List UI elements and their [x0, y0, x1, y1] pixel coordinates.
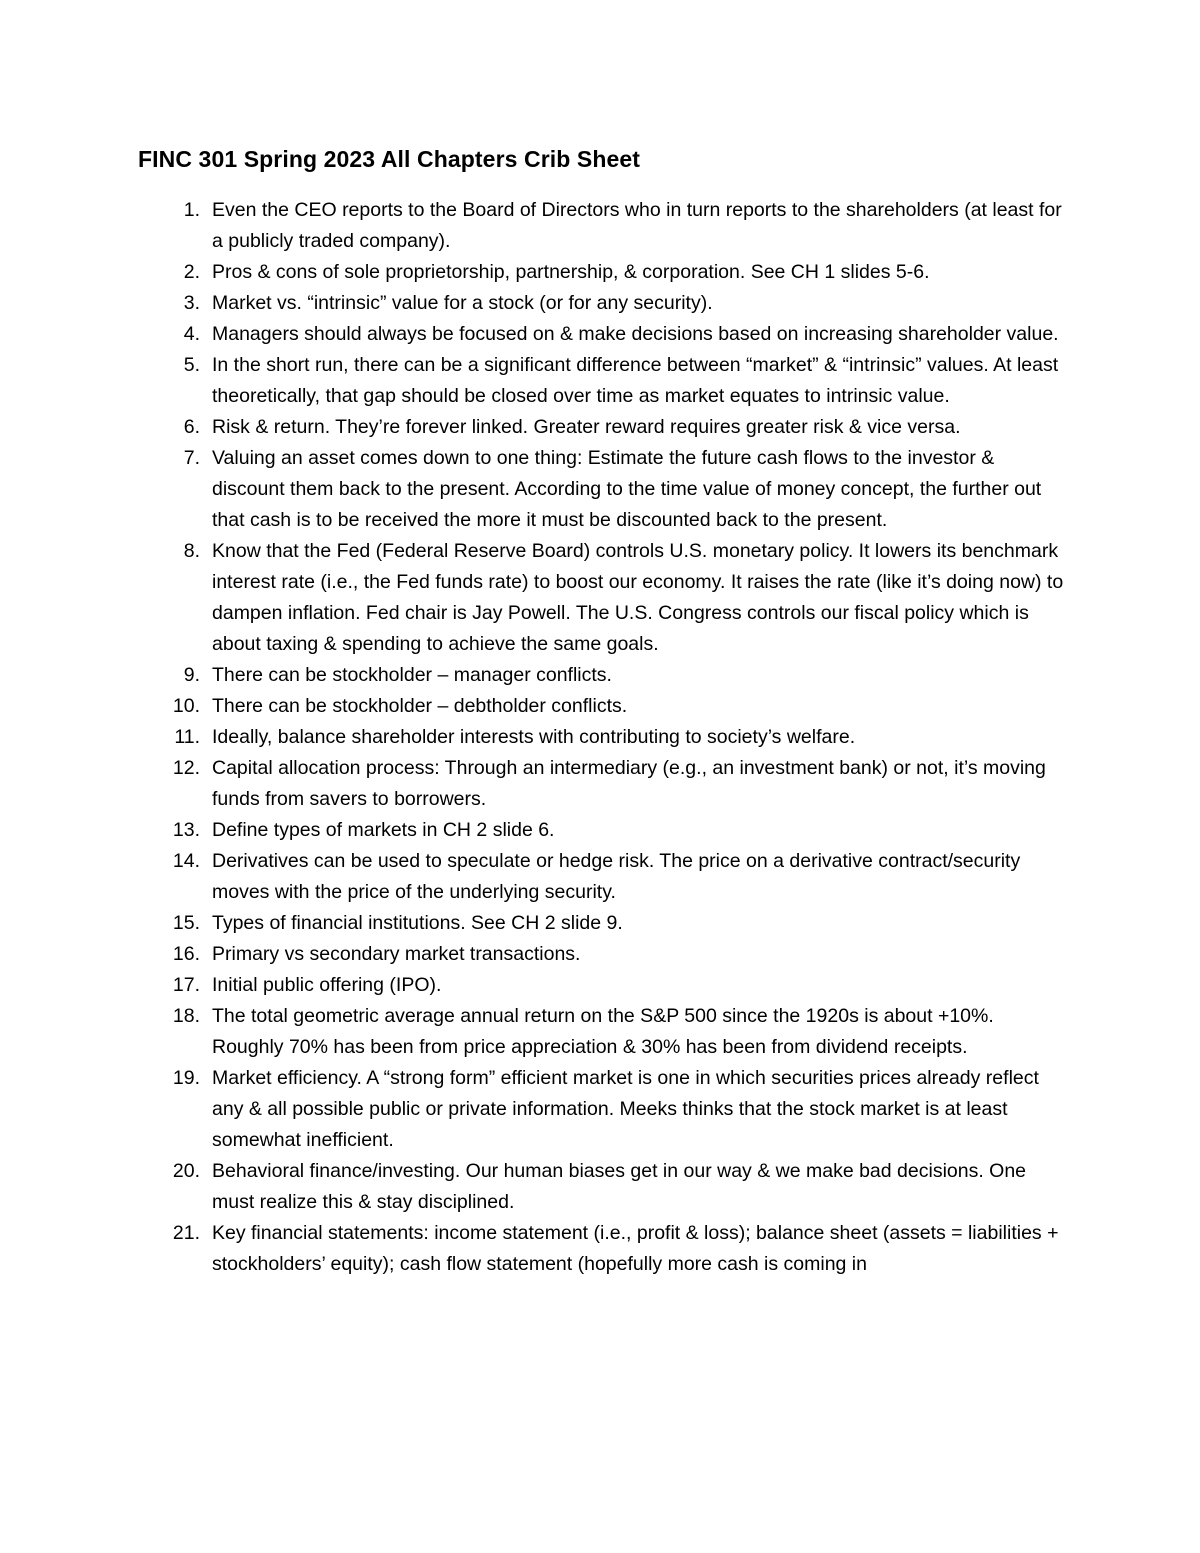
list-item: [138, 319, 1068, 350]
item-number: 19.: [172, 1067, 200, 1089]
item-number: 1.: [183, 199, 200, 221]
item-text: Market efficiency. A “strong form” efficient market is one in which securities prices already reflect any & all possible public or private information. Meeks thinks that the stock market is at least somewhat inefficient.: [212, 1067, 1039, 1151]
item-number: 3.: [183, 292, 200, 314]
item-text: Pros & cons of sole proprietorship, partnership, & corporation. See CH 1 slides 5-6.: [212, 261, 930, 283]
list-item: [138, 970, 1068, 1001]
item-number: 9.: [183, 664, 200, 686]
item-text: Valuing an asset comes down to one thing: Estimate the future cash flows to the investor & discount them back to the present. According to the time value of money concept, the further out that cash is to be received the more it must be discounted back to the present.: [212, 447, 1042, 531]
item-number: 14.: [172, 850, 200, 872]
list-item: [138, 1001, 1068, 1063]
list-item: [138, 660, 1068, 691]
item-text: In the short run, there can be a significant difference between “market” & “intrinsic” values. At least theoretically, that gap should be closed over time as market equates to intrinsic value.: [212, 354, 1059, 407]
list-item: [138, 350, 1068, 412]
item-number: 12.: [172, 757, 200, 779]
list-item: [138, 753, 1068, 815]
document-title: FINC 301 Spring 2023 All Chapters Crib Sheet: [138, 146, 641, 172]
item-number: 16.: [172, 943, 200, 965]
item-number: 4.: [183, 323, 200, 345]
item-text: There can be stockholder – manager conflicts.: [212, 664, 612, 686]
item-text: Risk & return. They’re forever linked. Greater reward requires greater risk & vice versa.: [212, 416, 961, 438]
list-item: [138, 1156, 1068, 1218]
item-text: There can be stockholder – debtholder conflicts.: [212, 695, 628, 717]
item-text: Managers should always be focused on & make decisions based on increasing shareholder value.: [212, 323, 1059, 345]
item-number: 18.: [172, 1005, 200, 1027]
item-text: Behavioral finance/investing. Our human biases get in our way & we make bad decisions. One must realize this & stay disciplined.: [212, 1160, 1027, 1213]
item-number: 10.: [172, 695, 200, 717]
item-text: The total geometric average annual return on the S&P 500 since the 1920s is about +10%. Roughly 70% has been from price appreciation & 30% has been from dividend receipts.: [212, 1005, 994, 1058]
list-item: [138, 195, 1068, 257]
item-text: Initial public offering (IPO).: [212, 974, 442, 996]
item-text: Even the CEO reports to the Board of Directors who in turn reports to the shareholders (at least for a publicly traded company).: [212, 199, 1062, 252]
item-number: 21.: [172, 1222, 200, 1244]
item-text: Know that the Fed (Federal Reserve Board) controls U.S. monetary policy. It lowers its benchmark interest rate (i.e., the Fed funds rate) to boost our economy. It raises the rate (like it’s doing now) to dampen inflation. Fed chair is Jay Powell. The U.S. Congress controls our fiscal policy which is about taxing & spending to achieve the same goals.: [212, 540, 1064, 655]
item-number: 7.: [183, 447, 200, 469]
list-item: [138, 412, 1068, 443]
list-item: [138, 846, 1068, 908]
item-text: Capital allocation process: Through an intermediary (e.g., an investment bank) or not, it’s moving funds from savers to borrowers.: [212, 757, 1046, 810]
list-item: [138, 1063, 1068, 1156]
list-item: [138, 443, 1068, 536]
list-item: [138, 691, 1068, 722]
item-number: 13.: [172, 819, 200, 841]
item-number: 8.: [183, 540, 200, 562]
item-text: Market vs. “intrinsic” value for a stock (or for any security).: [212, 292, 713, 314]
item-number: 11.: [174, 726, 200, 748]
item-text: Ideally, balance shareholder interests with contributing to society’s welfare.: [212, 726, 856, 748]
crib-sheet-list: [138, 195, 1068, 1280]
list-item: [138, 257, 1068, 288]
item-number: 2.: [183, 261, 200, 283]
list-item: [138, 1218, 1068, 1280]
list-item: [138, 908, 1068, 939]
item-number: 17.: [172, 974, 200, 996]
item-text: Types of financial institutions. See CH 2 slide 9.: [212, 912, 623, 934]
list-item: [138, 939, 1068, 970]
list-item: [138, 536, 1068, 660]
item-number: 20.: [172, 1160, 200, 1182]
item-number: 15.: [172, 912, 200, 934]
item-number: 6.: [183, 416, 200, 438]
item-text: Define types of markets in CH 2 slide 6.: [212, 819, 555, 841]
list-item: [138, 815, 1068, 846]
item-number: 5.: [183, 354, 200, 376]
item-text: Primary vs secondary market transactions.: [212, 943, 581, 965]
list-item: [138, 288, 1068, 319]
item-text: Derivatives can be used to speculate or hedge risk. The price on a derivative contract/security moves with the price of the underlying security.: [212, 850, 1021, 903]
list-item: [138, 722, 1068, 753]
item-text: Key financial statements: income statement (i.e., profit & loss); balance sheet (assets = liabilities + stockholders’ equity); cash flow statement (hopefully more cash is coming in: [212, 1222, 1059, 1275]
